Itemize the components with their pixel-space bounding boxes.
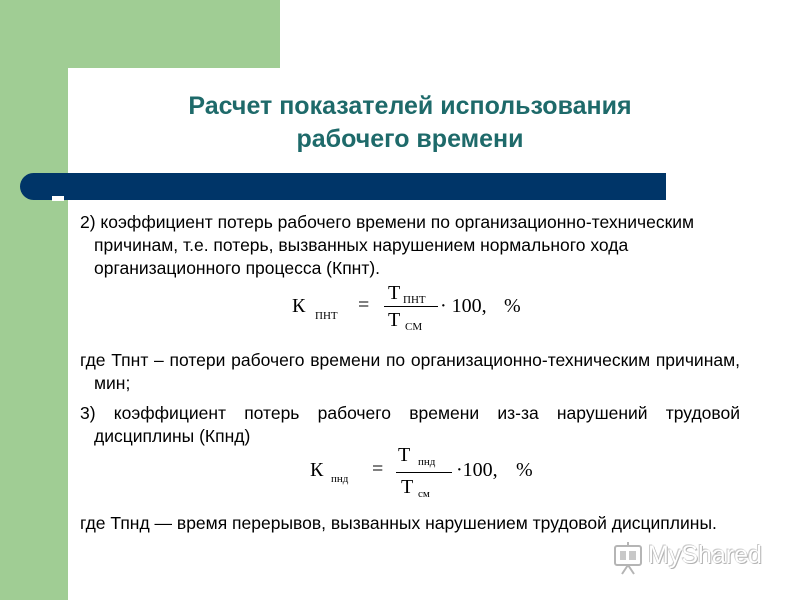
- fraction-line: [384, 306, 438, 307]
- title-bar-notch: [52, 196, 64, 201]
- paragraph-t-pnt-definition: где Тпнт – потери рабочего времени по организационно-техническим причинам, мин;: [80, 350, 740, 393]
- formula-numerator-subscript: пнд: [418, 456, 436, 468]
- formula-unit: %: [504, 295, 521, 317]
- formula-equals: =: [358, 294, 370, 316]
- formula-multiplier: · 100,: [440, 295, 487, 317]
- formula-lhs: К: [310, 459, 324, 481]
- title-line-1: Расчет показателей использования: [188, 92, 632, 120]
- formula-lhs: К: [292, 295, 306, 317]
- formula-denominator: Т: [401, 476, 414, 498]
- formula-equals: =: [372, 458, 384, 480]
- paragraph-t-pnd-definition: где Тпнд — время перерывов, вызванных нарушением трудовой дисциплины.: [80, 513, 717, 533]
- formula-lhs-subscript: пнд: [331, 473, 349, 485]
- formula-unit: %: [516, 459, 533, 481]
- formula-denominator-subscript: СМ: [405, 321, 423, 333]
- formula-numerator: Т: [388, 282, 401, 304]
- title-line-2: рабочего времени: [296, 125, 524, 153]
- formula-multiplier: ·100,: [456, 459, 498, 481]
- formula-numerator: Т: [398, 444, 411, 466]
- watermark-text: MyShared: [648, 541, 762, 569]
- formula-numerator-subscript: ПНТ: [403, 294, 426, 306]
- fraction-line: [396, 472, 452, 473]
- formula-denominator-subscript: см: [418, 488, 430, 500]
- paragraph-coefficient-pnd: 3) коэффициент потерь рабочего времени из-за нарушений трудовой дисциплины (Кпнд): [80, 403, 740, 446]
- green-top-band: [68, 0, 280, 68]
- formula-denominator: Т: [388, 309, 401, 331]
- myshared-watermark: [612, 540, 772, 576]
- formula-lhs-subscript: ПНТ: [315, 310, 338, 322]
- formula-k-pnd: [310, 442, 550, 502]
- paragraph-coefficient-pnt: 2) коэффициент потерь рабочего времени по организационно-техническим причинам, т.е. потерь, вызванных нарушением нормального хода организационного процесса (Кпнт).: [80, 212, 695, 278]
- formula-k-pnt: [290, 282, 530, 332]
- title-underline-bar: [20, 173, 666, 200]
- presentation-board-icon: [612, 540, 646, 576]
- slide-title: [80, 90, 740, 156]
- green-left-band: [0, 0, 68, 600]
